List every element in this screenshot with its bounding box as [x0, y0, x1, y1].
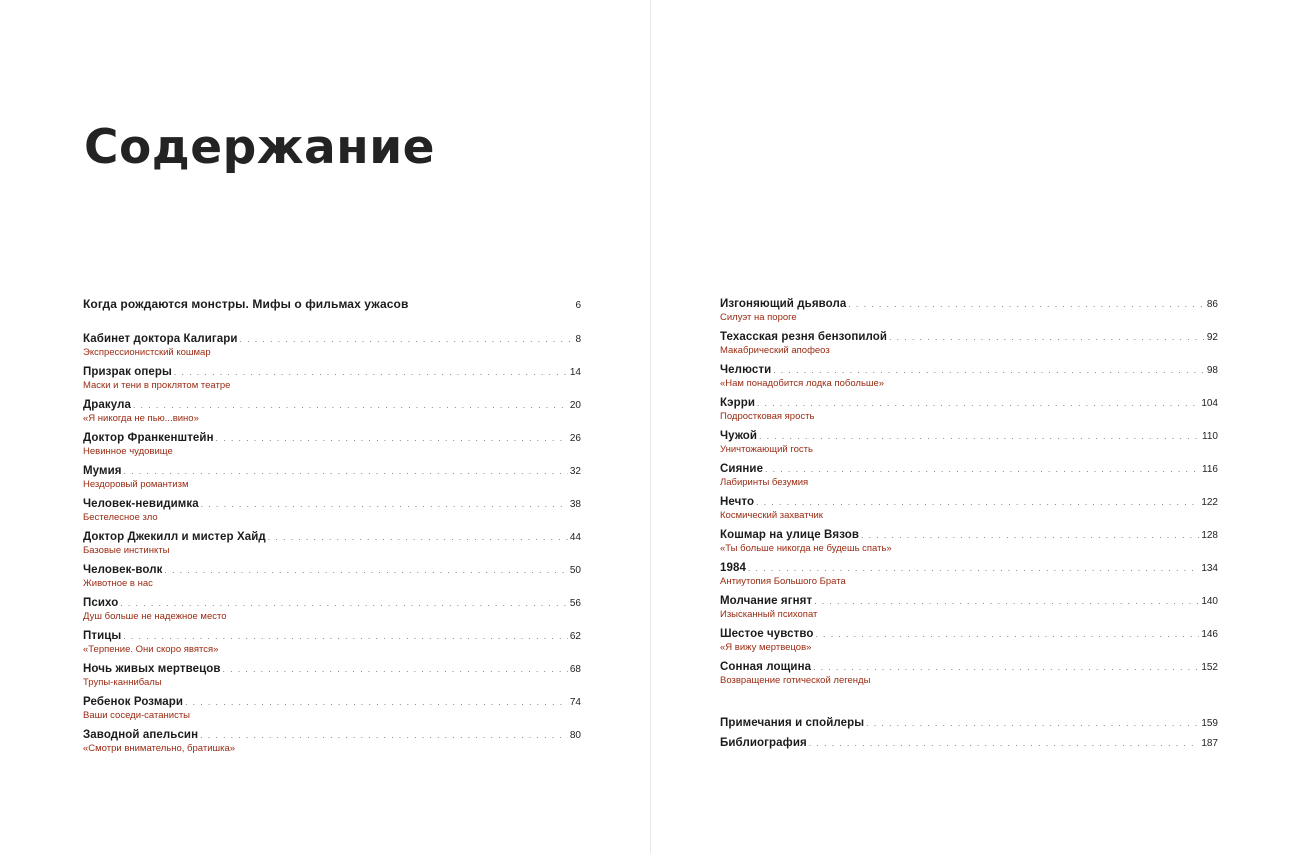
dot-leader	[200, 728, 568, 743]
toc-page-number: 80	[569, 730, 581, 741]
toc-entry-subtitle: Базовые инстинкты	[83, 545, 170, 556]
toc-page-number: 56	[569, 598, 581, 609]
toc-entry[interactable]	[83, 596, 581, 623]
dot-leader	[240, 332, 574, 347]
dot-leader	[814, 594, 1199, 609]
toc-entry-subtitle: «Нам понадобится лодка побольше»	[720, 378, 885, 389]
toc-page-number: 140	[1201, 596, 1218, 607]
toc-notes-entry[interactable]	[720, 716, 1218, 731]
toc-entry[interactable]	[83, 629, 581, 656]
dot-leader	[848, 297, 1204, 312]
toc-entry-title: Когда рождаются монстры. Мифы о фильмах ужасов	[83, 297, 409, 311]
dot-leader	[174, 365, 568, 380]
toc-entry-subtitle: Бестелесное зло	[83, 512, 158, 523]
dot-leader	[201, 497, 568, 512]
toc-entry-subtitle: «Я никогда не пью...вино»	[83, 413, 199, 424]
toc-entry-subtitle: Трупы-каннибалы	[83, 677, 162, 688]
toc-entry-subtitle: Антиутопия Большого Брата	[720, 576, 846, 587]
dot-leader	[866, 716, 1199, 731]
dot-leader	[816, 627, 1200, 642]
toc-entry-title: Библиография	[720, 737, 807, 749]
toc-right-column	[720, 297, 1218, 756]
toc-entry-subtitle: «Терпение. Они скоро явятся»	[83, 644, 219, 655]
toc-entry-subtitle: Экспрессионистский кошмар	[83, 347, 211, 358]
toc-entry-subtitle: «Смотри внимательно, братишка»	[83, 743, 236, 754]
toc-entry[interactable]	[83, 365, 581, 392]
toc-entry-subtitle: «Я вижу мертвецов»	[720, 642, 812, 653]
toc-page-number: 8	[575, 334, 581, 345]
toc-entry[interactable]	[83, 332, 581, 359]
toc-entry[interactable]	[720, 561, 1218, 588]
toc-entry-title: Молчание ягнят	[720, 595, 813, 607]
toc-entry-title: Дракула	[83, 399, 132, 411]
toc-entry-title: Ночь живых мертвецов	[83, 663, 221, 675]
toc-entry[interactable]	[83, 695, 581, 722]
toc-entry-title: Мумия	[83, 465, 122, 477]
dot-leader	[216, 431, 568, 446]
toc-entry-title: Доктор Джекилл и мистер Хайд	[83, 531, 266, 543]
toc-entry-title: Кэрри	[720, 397, 755, 409]
toc-entry-subtitle: Маски и тени в проклятом театре	[83, 380, 231, 391]
toc-page-number: 134	[1201, 563, 1218, 574]
dot-leader	[861, 528, 1199, 543]
dot-leader	[185, 695, 568, 710]
toc-entry[interactable]	[720, 594, 1218, 621]
dot-leader	[889, 330, 1205, 345]
toc-page-number: 14	[569, 367, 581, 378]
toc-page-number: 44	[569, 532, 581, 543]
toc-entry[interactable]	[720, 363, 1218, 390]
toc-entry-title: Призрак оперы	[83, 366, 172, 378]
toc-entry-title: Кабинет доктора Калигари	[83, 333, 238, 345]
toc-page-number: 74	[569, 697, 581, 708]
toc-entry-title: Шестое чувство	[720, 628, 814, 640]
dot-leader	[268, 530, 568, 545]
toc-entry-title: Человек-невидимка	[83, 498, 199, 510]
dot-leader	[756, 495, 1199, 510]
toc-page-number: 86	[1206, 299, 1218, 310]
right-page	[651, 0, 1302, 853]
toc-entry[interactable]	[720, 462, 1218, 489]
dot-leader	[164, 563, 567, 578]
dot-leader	[120, 596, 568, 611]
toc-entry[interactable]	[720, 396, 1218, 423]
toc-page-number: 38	[569, 499, 581, 510]
toc-entry-title: Изгоняющий дьявола	[720, 298, 847, 310]
dot-leader	[748, 561, 1199, 576]
toc-page-number: 6	[575, 300, 581, 311]
toc-entry-subtitle: Животное в нас	[83, 578, 153, 589]
toc-entry-subtitle: «Ты больше никогда не будешь спать»	[720, 543, 892, 554]
toc-entry-subtitle: Лабиринты безумия	[720, 477, 809, 488]
dot-leader	[759, 429, 1200, 444]
toc-entry[interactable]	[720, 495, 1218, 522]
toc-page-number: 98	[1206, 365, 1218, 376]
toc-entry-title: Психо	[83, 597, 119, 609]
page-title: Содержание	[84, 120, 436, 175]
toc-entry[interactable]	[720, 297, 1218, 324]
toc-entry-subtitle: Космический захватчик	[720, 510, 823, 521]
toc-entry-subtitle: Невинное чудовище	[83, 446, 173, 457]
toc-page-number: 92	[1206, 332, 1218, 343]
toc-entry[interactable]	[83, 464, 581, 491]
toc-entry[interactable]	[83, 398, 581, 425]
toc-entry-title: Доктор Франкенштейн	[83, 432, 214, 444]
toc-page-number: 68	[569, 664, 581, 675]
toc-entry[interactable]	[83, 530, 581, 557]
toc-entry[interactable]	[720, 429, 1218, 456]
toc-page-number: 128	[1201, 530, 1218, 541]
toc-entry-title: Человек-волк	[83, 564, 163, 576]
toc-page-number: 187	[1201, 738, 1218, 749]
toc-entry-subtitle: Ваши соседи-сатанисты	[83, 710, 191, 721]
dot-leader	[813, 660, 1199, 675]
toc-entry-subtitle: Душ больше не надежное место	[83, 611, 227, 622]
toc-entry-title: 1984	[720, 562, 746, 574]
toc-entry-subtitle: Изысканный психопат	[720, 609, 818, 620]
toc-entry[interactable]	[83, 728, 581, 755]
left-page	[0, 0, 650, 853]
toc-entry-title: Птицы	[83, 630, 122, 642]
toc-page-number: 20	[569, 400, 581, 411]
dot-leader	[809, 736, 1200, 751]
dot-leader	[765, 462, 1200, 477]
toc-entry-title: Ребенок Розмари	[83, 696, 184, 708]
toc-bibliography-entry[interactable]	[720, 736, 1218, 751]
toc-entry-subtitle: Силуэт на пороге	[720, 312, 797, 323]
toc-entry-title: Кошмар на улице Вязов	[720, 529, 860, 541]
toc-entry[interactable]	[720, 330, 1218, 357]
toc-page-number: 122	[1201, 497, 1218, 508]
dot-leader	[773, 363, 1205, 378]
toc-entry-subtitle: Нездоровый романтизм	[83, 479, 189, 490]
toc-entry-subtitle: Макабрический апофеоз	[720, 345, 830, 356]
toc-entry-title: Сонная лощина	[720, 661, 812, 673]
toc-page-number: 104	[1201, 398, 1218, 409]
toc-entry-title: Чужой	[720, 430, 758, 442]
toc-page-number: 110	[1202, 431, 1218, 442]
toc-entry[interactable]	[720, 528, 1218, 555]
toc-entry-title: Техасская резня бензопилой	[720, 331, 888, 343]
toc-entry-title: Сияние	[720, 463, 764, 475]
toc-page-number: 159	[1201, 718, 1218, 729]
dot-leader	[124, 464, 568, 479]
toc-page-number: 50	[569, 565, 581, 576]
toc-entry[interactable]	[720, 660, 1218, 687]
toc-entry[interactable]	[83, 563, 581, 590]
toc-entry-title: Примечания и спойлеры	[720, 717, 865, 729]
toc-entry-subtitle: Подростковая ярость	[720, 411, 815, 422]
toc-page-number: 146	[1201, 629, 1218, 640]
dot-leader	[123, 629, 568, 644]
toc-page-number: 62	[569, 631, 581, 642]
toc-page-number: 26	[569, 433, 581, 444]
toc-entry-title: Челюсти	[720, 364, 772, 376]
dot-leader	[133, 398, 568, 413]
toc-entry[interactable]	[83, 662, 581, 689]
toc-entry-title: Нечто	[720, 496, 755, 508]
toc-intro-entry[interactable]	[83, 297, 581, 312]
toc-page-number: 116	[1202, 464, 1218, 475]
toc-entry-title: Заводной апельсин	[83, 729, 199, 741]
toc-left-column	[83, 297, 581, 761]
toc-page-number: 152	[1201, 662, 1218, 673]
dot-leader	[223, 662, 568, 677]
toc-entry-subtitle: Возвращение готической легенды	[720, 675, 871, 686]
toc-page-number: 32	[569, 466, 581, 477]
toc-entry-subtitle: Уничтожающий гость	[720, 444, 813, 455]
toc-entry[interactable]	[83, 431, 581, 458]
toc-entry[interactable]	[720, 627, 1218, 654]
dot-leader	[757, 396, 1199, 411]
toc-entry[interactable]	[83, 497, 581, 524]
